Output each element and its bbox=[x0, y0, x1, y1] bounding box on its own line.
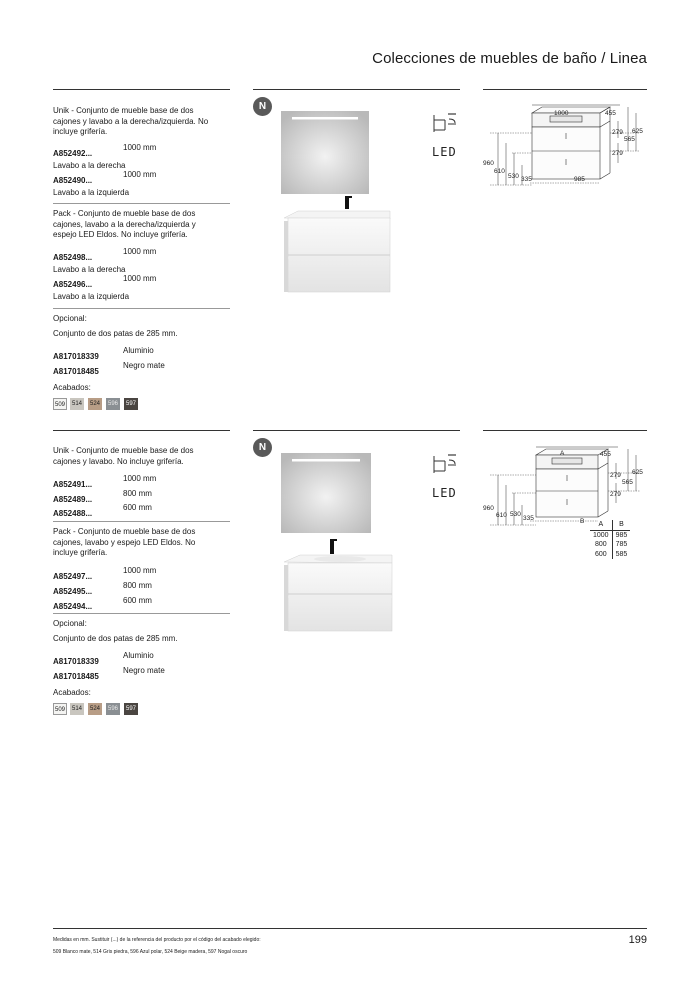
product-row: A852489... 800 mm bbox=[53, 489, 152, 504]
dim-label: 335 bbox=[523, 515, 534, 522]
unik-description: Unik - Conjunto de mueble base de dos cajones y lavabo. No incluye grifería. bbox=[53, 446, 194, 466]
dim-label: 625 bbox=[632, 469, 643, 476]
divider bbox=[53, 521, 230, 522]
product-row: A852498... 1000 mm Lavabo a la derecha bbox=[53, 247, 157, 274]
divider bbox=[253, 89, 460, 90]
finishes-label: Acabados: bbox=[53, 688, 91, 697]
faucet bbox=[330, 540, 334, 554]
footer-finishes: 509 Blanco mate, 514 Gris piedra, 596 Azul polar, 524 Beige madera, 597 Nogal oscuro bbox=[53, 949, 248, 955]
dim-width: 1000 bbox=[554, 110, 569, 117]
divider bbox=[53, 203, 230, 204]
product-row: A852492... 1000 mm Lavabo a la derecha bbox=[53, 143, 157, 170]
dim-label: 279 bbox=[610, 491, 621, 498]
finish-swatches bbox=[53, 703, 143, 717]
optional-row: A817018339 Aluminio bbox=[53, 651, 154, 666]
dim-label: 960 bbox=[483, 160, 494, 167]
optional-row: A817018339 Aluminio bbox=[53, 346, 154, 361]
technical-drawing bbox=[480, 103, 650, 188]
dim-label: 279 bbox=[610, 472, 621, 479]
dim-label: B bbox=[580, 518, 585, 525]
optional-row: A817018485 Negro mate bbox=[53, 666, 165, 681]
new-badge: N bbox=[253, 438, 272, 457]
mirror bbox=[281, 453, 371, 533]
divider bbox=[483, 430, 647, 431]
finish-swatch: 597 bbox=[124, 703, 138, 715]
unik-description: Unik - Conjunto de mueble base de dos cajones y lavabo a la derecha/izquierda. No incluye grifería. bbox=[53, 106, 209, 136]
divider bbox=[53, 613, 230, 614]
product-row: A852494... 600 mm bbox=[53, 596, 152, 611]
finish-swatch: 596 bbox=[106, 398, 120, 410]
mirror bbox=[281, 111, 369, 194]
dim-label: 530 bbox=[508, 173, 519, 180]
finish-swatch: 524 bbox=[88, 398, 102, 410]
table-row: 600 585 bbox=[590, 550, 630, 560]
product-row: A852490... 1000 mm Lavabo a la izquierda bbox=[53, 170, 157, 197]
optional-description: Conjunto de dos patas de 285 mm. bbox=[53, 329, 178, 338]
led-icon: LED bbox=[432, 486, 457, 500]
finishes-label: Acabados: bbox=[53, 383, 91, 392]
dim-label: 335 bbox=[521, 176, 532, 183]
finish-swatch: 596 bbox=[106, 703, 120, 715]
dim-label: 279 bbox=[612, 129, 623, 136]
finish-swatch: 514 bbox=[70, 703, 84, 715]
divider bbox=[53, 430, 230, 431]
dim-label: 610 bbox=[496, 512, 507, 519]
divider bbox=[483, 89, 647, 90]
led-strip bbox=[292, 459, 360, 462]
dim-label: 960 bbox=[483, 505, 494, 512]
page-number: 199 bbox=[628, 934, 647, 946]
footer-note: Medidas en mm. Sustituir (...) de la referencia del producto por el código del acabado elegido: bbox=[53, 937, 261, 943]
dim-label: 565 bbox=[622, 479, 633, 486]
optional-description: Conjunto de dos patas de 285 mm. bbox=[53, 634, 178, 643]
technical-drawing bbox=[480, 443, 650, 528]
led-icon: LED bbox=[432, 145, 457, 159]
pack-description: Pack - Conjunto de mueble base de dos cajones, lavabo a la derecha/izquierda y espejo LED Eldos. No incluye grifería. bbox=[53, 209, 196, 239]
dim-depth: 455 bbox=[600, 451, 611, 458]
dim-width: A bbox=[560, 450, 565, 457]
finish-swatch: 509 bbox=[53, 398, 67, 410]
optional-label: Opcional: bbox=[53, 314, 87, 323]
finish-swatches bbox=[53, 398, 143, 412]
finish-swatch: 509 bbox=[53, 703, 67, 715]
wall-mount-icon bbox=[432, 453, 460, 475]
product-image bbox=[270, 105, 400, 295]
product-row: A852491... 1000 mm bbox=[53, 474, 157, 489]
divider bbox=[253, 430, 460, 431]
new-badge: N bbox=[253, 97, 272, 116]
dim-label: 565 bbox=[624, 136, 635, 143]
dim-label: 985 bbox=[574, 176, 585, 183]
dim-label: 530 bbox=[510, 511, 521, 518]
product-row: A852488... 600 mm bbox=[53, 503, 152, 518]
faucet bbox=[345, 197, 349, 209]
dim-label: 610 bbox=[494, 168, 505, 175]
product-row: A852497... 1000 mm bbox=[53, 566, 157, 581]
optional-label: Opcional: bbox=[53, 619, 87, 628]
divider bbox=[53, 308, 230, 309]
page-title: Colecciones de muebles de baño / Linea bbox=[372, 50, 647, 67]
dim-depth: 455 bbox=[605, 110, 616, 117]
footer-divider bbox=[53, 928, 647, 929]
product-row: A852495... 800 mm bbox=[53, 581, 152, 596]
table-row: 1000 985 bbox=[590, 530, 630, 540]
led-strip bbox=[292, 117, 358, 120]
finish-swatch: 597 bbox=[124, 398, 138, 410]
product-image bbox=[270, 448, 400, 638]
table-row: 800 785 bbox=[590, 540, 630, 550]
finish-swatch: 524 bbox=[88, 703, 102, 715]
size-table bbox=[590, 520, 630, 559]
table-header: A B bbox=[590, 520, 630, 530]
finish-swatch: 514 bbox=[70, 398, 84, 410]
optional-row: A817018485 Negro mate bbox=[53, 361, 165, 376]
divider bbox=[53, 89, 230, 90]
product-row: A852496... 1000 mm Lavabo a la izquierda bbox=[53, 274, 157, 301]
pack-description: Pack - Conjunto de mueble base de dos cajones, lavabo y espejo LED Eldos. No incluye grifería. bbox=[53, 527, 196, 557]
dim-label: 279 bbox=[612, 150, 623, 157]
dim-label: 625 bbox=[632, 128, 643, 135]
wall-mount-icon bbox=[432, 112, 460, 134]
